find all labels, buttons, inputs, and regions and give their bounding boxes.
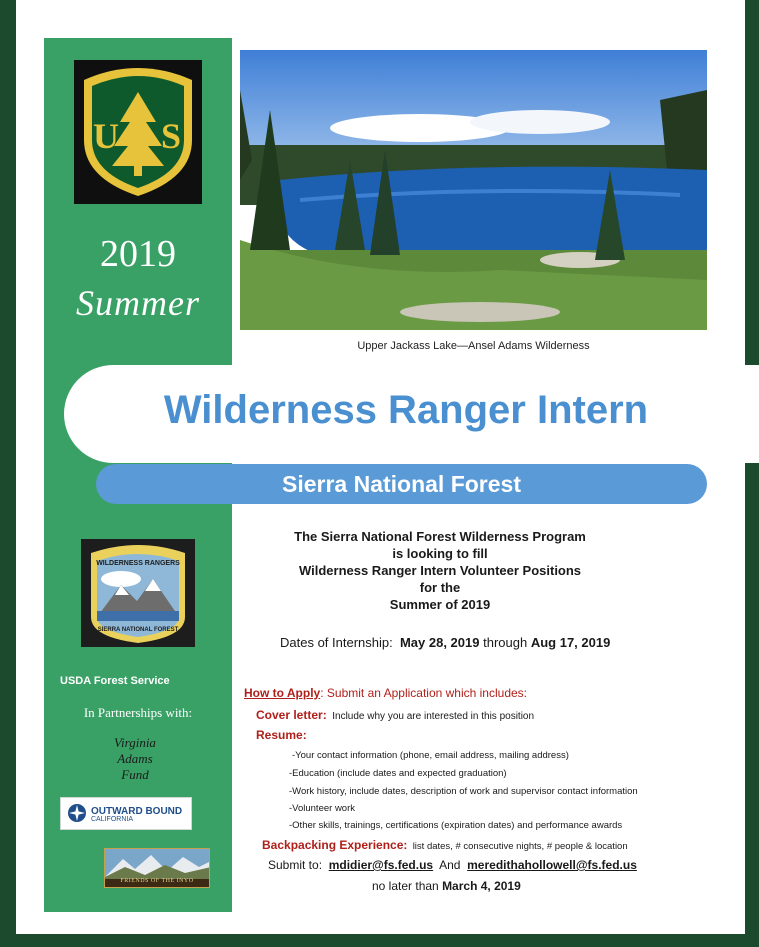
- apply-text: : Submit an Application which includes:: [320, 686, 528, 700]
- submit-label: Submit to:: [268, 858, 323, 872]
- wr-logo-bottom-text: SIERRA NATIONAL FOREST: [97, 627, 179, 633]
- photo-caption: Upper Jackass Lake—Ansel Adams Wilderness: [357, 340, 590, 352]
- year-text: 2019: [100, 233, 176, 275]
- cover-letter-item: [256, 708, 534, 722]
- resume-item: -Volunteer work: [289, 803, 356, 814]
- lake-photo: [240, 50, 707, 330]
- wilderness-rangers-logo: [81, 539, 195, 647]
- intro-text: [240, 528, 640, 613]
- deadline-date: March 4, 2019: [442, 879, 521, 893]
- friends-name: FRIENDS OF THE INYO: [120, 878, 194, 884]
- season-text: Summer: [76, 283, 200, 323]
- backpacking-text: list dates, # consecutive nights, # people & location: [412, 841, 628, 852]
- page-title: Wilderness Ranger Intern: [163, 388, 649, 432]
- forest-service-shield-icon: [74, 60, 202, 204]
- wr-logo-top-text: WILDERNESS RANGERS: [96, 560, 180, 567]
- outward-bound-logo: [60, 797, 192, 830]
- outward-bound-name: OUTWARD BOUND: [91, 806, 183, 817]
- vaf-line: Adams: [117, 751, 153, 766]
- dates-start: May 28, 2019: [399, 635, 480, 650]
- forest-service-logo: [74, 60, 202, 204]
- how-to-apply: [244, 686, 527, 700]
- submit-and: And: [439, 858, 461, 872]
- resume-item: -Other skills, trainings, certifications (expiration dates) and performance awards: [289, 820, 623, 831]
- compass-icon: [67, 803, 87, 823]
- apply-label: How to Apply: [244, 686, 321, 700]
- intro-line: The Sierra National Forest Wilderness Program: [294, 529, 586, 544]
- email-link-2[interactable]: meredithahollowell@fs.fed.us: [467, 858, 637, 872]
- submit-to: [268, 858, 637, 872]
- intro-line: Summer of 2019: [389, 597, 491, 612]
- intro-line: is looking to fill: [392, 546, 488, 561]
- virginia-adams-fund-logo: [80, 735, 190, 783]
- outward-bound-sub: CALIFORNIA: [91, 816, 134, 823]
- resume-item: -Work history, include dates, description of work and supervisor contact information: [289, 786, 638, 797]
- agency-name: USDA Forest Service: [60, 675, 170, 687]
- deadline-label: no later than: [372, 879, 439, 893]
- dates-end: Aug 17, 2019: [530, 635, 611, 650]
- resume-item: -Education (include dates and expected graduation): [289, 768, 507, 779]
- lake-landscape-image: [240, 50, 707, 330]
- cover-text: Include why you are interested in this position: [332, 711, 535, 722]
- vaf-line: Fund: [121, 767, 149, 782]
- dates-label: Dates of Internship:: [280, 635, 393, 650]
- friends-of-the-inyo-logo: [104, 848, 210, 888]
- page-subtitle: Sierra National Forest: [281, 471, 522, 497]
- svg-text:S: S: [160, 116, 182, 156]
- internship-dates: [280, 635, 610, 650]
- partnership-text: In Partnerships with:: [83, 705, 193, 720]
- dates-through: through: [483, 635, 528, 650]
- email-link-1[interactable]: mdidier@fs.fed.us: [328, 858, 434, 872]
- backpacking-item: [262, 838, 628, 852]
- intro-line: for the: [419, 580, 461, 595]
- cover-label: Cover letter:: [256, 708, 327, 722]
- resume-label: Resume:: [256, 728, 307, 742]
- backpacking-label: Backpacking Experience:: [262, 838, 408, 852]
- mountain-badge-icon: [81, 539, 195, 647]
- vaf-line: Virginia: [114, 735, 156, 750]
- svg-text:U: U: [93, 116, 119, 156]
- intro-line: Wilderness Ranger Intern Volunteer Positions: [298, 563, 582, 578]
- resume-item: -Your contact information (phone, email address, mailing address): [292, 750, 569, 761]
- deadline: [372, 879, 521, 893]
